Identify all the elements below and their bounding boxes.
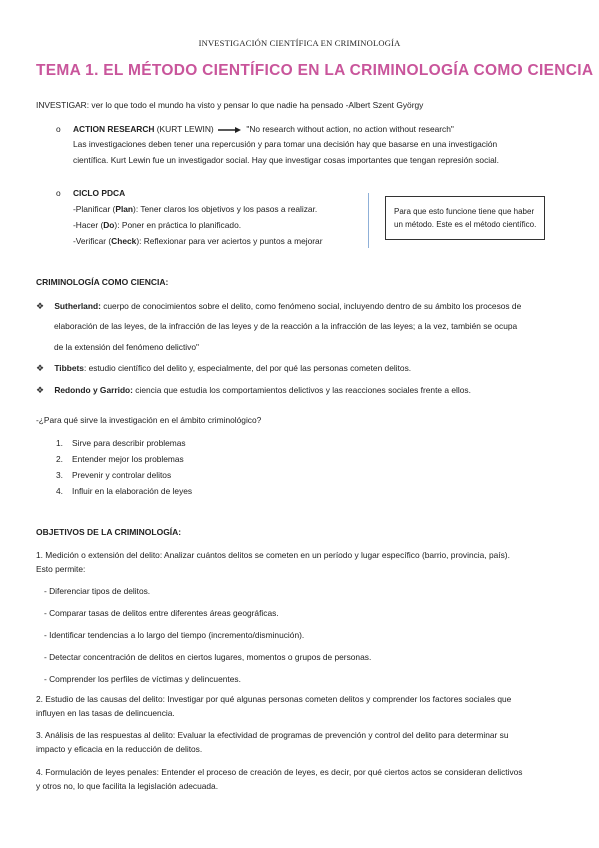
objective-sub-item: - Identificar tendencias a lo largo del tiempo (incremento/disminución). bbox=[44, 630, 305, 640]
definition-sutherland-line-3: de la extensión del fenómeno delictivo" bbox=[54, 342, 199, 352]
list-text: Prevenir y controlar delitos bbox=[72, 470, 172, 480]
document-header: INVESTIGACIÓN CIENTÍFICA EN CRIMINOLOGÍA bbox=[198, 38, 401, 48]
list-number: 3. bbox=[56, 470, 63, 480]
action-research-desc-1: Las investigaciones deben tener una repercusión y para tomar una decisión hay que basarse en una investigación bbox=[73, 139, 498, 149]
list-text: Sirve para describir problemas bbox=[72, 438, 186, 448]
diamond-bullet-icon: ❖ bbox=[36, 301, 45, 311]
definition-sutherland bbox=[36, 300, 521, 313]
list-item bbox=[56, 485, 192, 498]
objective-sub-item: - Diferenciar tipos de delitos. bbox=[44, 586, 151, 596]
diamond-bullet-icon: ❖ bbox=[36, 385, 45, 395]
diamond-bullet-icon: ❖ bbox=[36, 363, 45, 373]
pdca-item-text: ): Reflexionar para ver aciertos y puntos a mejorar bbox=[136, 236, 323, 246]
objective-2-line-1: 2. Estudio de las causas del delito: Investigar por qué algunas personas cometen delitos y comprender los factores sociales que bbox=[36, 694, 512, 704]
pdca-label: CICLO PDCA bbox=[73, 188, 126, 198]
definition-tibbets bbox=[36, 362, 411, 375]
list-text: Influir en la elaboración de leyes bbox=[72, 486, 193, 496]
objective-2-line-2: influyen en las tasas de delincuencia. bbox=[36, 708, 175, 718]
action-research-quote: "No research without action, no action without research" bbox=[246, 124, 454, 134]
bullet-marker: o bbox=[56, 124, 61, 134]
pdca-item-text: ): Poner en práctica lo planificado. bbox=[114, 220, 242, 230]
pdca-item-prefix: -Verificar ( bbox=[73, 236, 112, 246]
objective-3-line-1: 3. Análisis de las respuestas al delito: Evaluar la efectividad de programas de prevención y control del delito para determinar su bbox=[36, 730, 509, 740]
action-research-label: ACTION RESEARCH bbox=[73, 124, 155, 134]
section-heading-objetivos: OBJETIVOS DE LA CRIMINOLOGÍA: bbox=[36, 527, 182, 537]
pdca-item-key: Do bbox=[103, 220, 115, 230]
pdca-item-key: Check bbox=[111, 236, 137, 246]
pdca-note-line-1: Para que esto funcione tiene que haber bbox=[394, 207, 535, 216]
pdca-item-prefix: -Hacer ( bbox=[73, 220, 104, 230]
objective-1-line-2: Esto permite: bbox=[36, 564, 86, 574]
objective-sub-item: - Detectar concentración de delitos en ciertos lugares, momentos o grupos de personas. bbox=[44, 652, 372, 662]
page-title: TEMA 1. EL MÉTODO CIENTÍFICO EN LA CRIMINOLOGÍA COMO CIENCIA bbox=[36, 62, 594, 79]
pdca-item-check bbox=[73, 235, 323, 248]
list-number: 2. bbox=[56, 454, 63, 464]
list-number: 1. bbox=[56, 438, 63, 448]
list-item bbox=[56, 453, 184, 466]
definition-author: Redondo y Garrido: bbox=[54, 385, 133, 395]
section-heading-criminologia: CRIMINOLOGÍA COMO CIENCIA: bbox=[36, 277, 169, 287]
pdca-note-line-2: un método. Este es el método científico. bbox=[394, 220, 537, 229]
pdca-item-prefix: -Planificar ( bbox=[73, 204, 116, 214]
pdca-item-text: ): Tener claros los objetivos y los pasos a realizar. bbox=[133, 204, 318, 214]
list-item bbox=[56, 469, 171, 482]
definition-redondo-garrido bbox=[36, 384, 471, 397]
objective-1-line-1: 1. Medición o extensión del delito: Analizar cuántos delitos se cometen en un período y lugar específico (barrio, provincia, país). bbox=[36, 550, 510, 560]
action-research-desc-2: científica. Kurt Lewin fue un investigador social. Hay que investigar cosas importantes que tengan represión social. bbox=[73, 155, 499, 165]
intro-quote: INVESTIGAR: ver lo que todo el mundo ha visto y pensar lo que nadie ha pensado -Albert Szent György bbox=[36, 100, 424, 110]
definition-text: cuerpo de conocimientos sobre el delito, como fenómeno social, incluyendo dentro de su ámbito los procesos de bbox=[103, 301, 522, 311]
bullet-marker: o bbox=[56, 188, 61, 198]
pdca-item-do bbox=[73, 219, 241, 232]
pdca-item-plan bbox=[73, 203, 317, 216]
definition-author: Tibbets bbox=[54, 363, 84, 373]
list-item bbox=[56, 437, 186, 450]
definition-sutherland-line-2: elaboración de las leyes, de la infracción de las leyes y de la reacción a la infracción de las leyes; a la vez, también se ocupa bbox=[54, 321, 518, 331]
definition-text: ciencia que estudia los comportamientos delictivos y las reacciones sociales frente a ellos. bbox=[135, 385, 471, 395]
action-research-line bbox=[73, 123, 454, 136]
arrow-right-icon bbox=[218, 126, 242, 134]
list-number: 4. bbox=[56, 486, 63, 496]
bracket-divider bbox=[368, 193, 369, 248]
action-research-author: (KURT LEWIN) bbox=[156, 124, 214, 134]
objective-3-line-2: impacto y eficacia en la reducción de delitos. bbox=[36, 744, 203, 754]
objective-sub-item: - Comparar tasas de delitos entre diferentes áreas geográficas. bbox=[44, 608, 279, 618]
pdca-note-box bbox=[385, 196, 545, 240]
objective-sub-item: - Comprender los perfiles de víctimas y delincuentes. bbox=[44, 674, 241, 684]
question-line: -¿Para qué sirve la investigación en el ámbito criminológico? bbox=[36, 415, 262, 425]
objective-4-line-1: 4. Formulación de leyes penales: Entender el proceso de creación de leyes, es decir, por qué ciertos actos se consideran delictivos bbox=[36, 767, 523, 777]
list-text: Entender mejor los problemas bbox=[72, 454, 184, 464]
pdca-item-key: Plan bbox=[115, 204, 134, 214]
definition-author: Sutherland: bbox=[54, 301, 101, 311]
objective-4-line-2: y otros no, lo que facilita la legislación adecuada. bbox=[36, 781, 219, 791]
definition-text: : estudio científico del delito y, especialmente, del por qué las personas cometen delitos. bbox=[83, 363, 412, 373]
